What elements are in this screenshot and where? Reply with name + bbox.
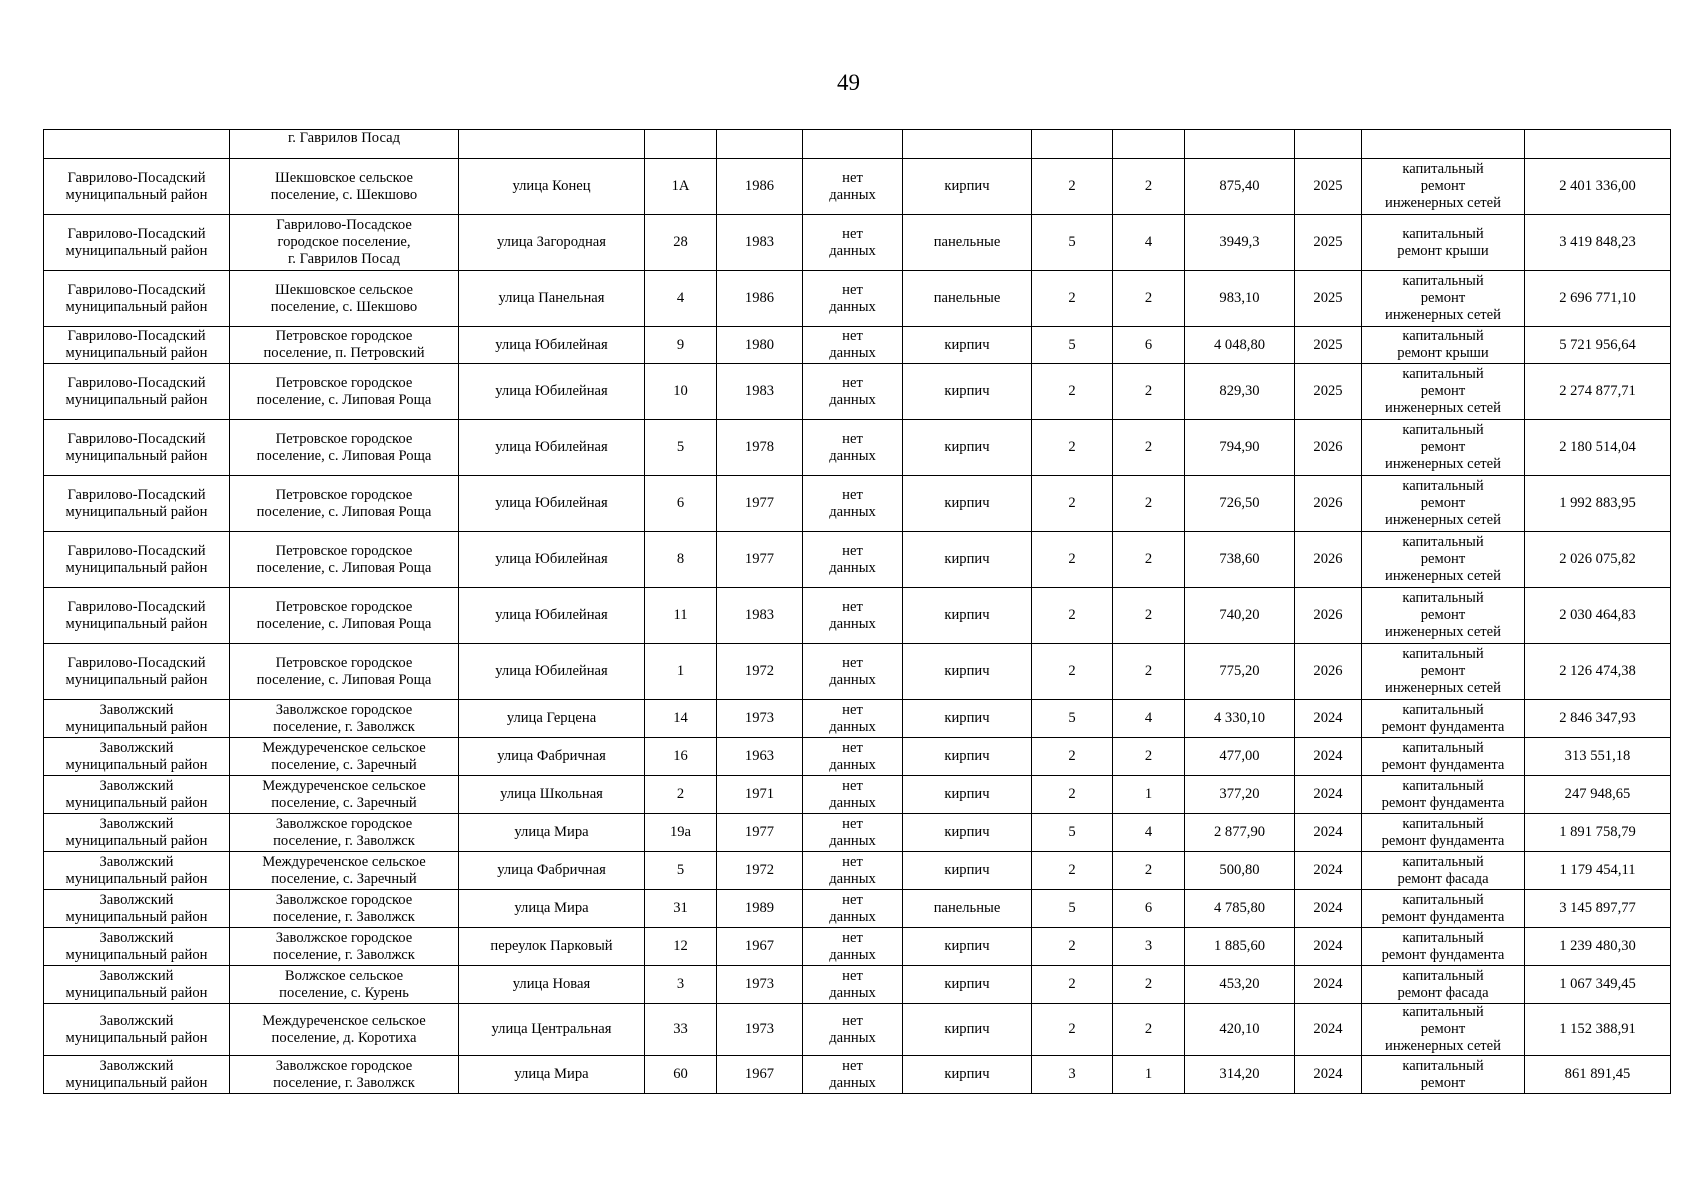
cell-house-number: 2 — [645, 776, 717, 814]
cell-wall-material: кирпич — [903, 814, 1032, 852]
cell-settlement: Заволжское городское поселение, г. Заволжск — [230, 1056, 459, 1094]
cell-repair-year: 2025 — [1295, 271, 1362, 327]
cell-street: улица Центральная — [459, 1004, 645, 1056]
cell-year-built: 1971 — [717, 776, 803, 814]
cell-repair-type: капитальный ремонт инженерных сетей — [1362, 588, 1525, 644]
cell-area: 500,80 — [1185, 852, 1295, 890]
cell-settlement: Заволжское городское поселение, г. Заволжск — [230, 814, 459, 852]
cell-floors: 2 — [1032, 532, 1113, 588]
cell-floors: 5 — [1032, 327, 1113, 364]
table-row — [44, 364, 1671, 420]
cell-district: Заволжский муниципальный район — [44, 776, 230, 814]
cell-repair-type: капитальный ремонт крыши — [1362, 215, 1525, 271]
cell-wall-material: кирпич — [903, 776, 1032, 814]
cell-repair-year: 2026 — [1295, 420, 1362, 476]
cell-wall-material-note: нет данных — [803, 814, 903, 852]
cell-floors: 2 — [1032, 852, 1113, 890]
cell-district: Гаврилово-Посадский муниципальный район — [44, 588, 230, 644]
cell-area: 775,20 — [1185, 644, 1295, 700]
cell-repair-year: 2024 — [1295, 814, 1362, 852]
cell-wall-material: кирпич — [903, 476, 1032, 532]
cell-floors: 3 — [1032, 1056, 1113, 1094]
cell-floors: 2 — [1032, 928, 1113, 966]
cell-settlement: Междуреченское сельское поселение, с. Заречный — [230, 852, 459, 890]
cell-cost: 2 401 336,00 — [1525, 159, 1671, 215]
cell-wall-material: кирпич — [903, 852, 1032, 890]
cell-house-number: 4 — [645, 271, 717, 327]
cell-area: 2 877,90 — [1185, 814, 1295, 852]
cell-house-number: 11 — [645, 588, 717, 644]
cell-repair-type — [1362, 130, 1525, 159]
cell-floors: 2 — [1032, 159, 1113, 215]
cell-repair-type: капитальный ремонт инженерных сетей — [1362, 532, 1525, 588]
cell-street: улица Мира — [459, 814, 645, 852]
cell-settlement: Петровское городское поселение, с. Липовая Роща — [230, 476, 459, 532]
table-row — [44, 588, 1671, 644]
cell-year-built: 1972 — [717, 644, 803, 700]
cell-entrances: 4 — [1113, 700, 1185, 738]
cell-floors: 5 — [1032, 700, 1113, 738]
cell-street: улица Юбилейная — [459, 420, 645, 476]
cell-settlement: Петровское городское поселение, с. Липовая Роща — [230, 532, 459, 588]
cell-district: Заволжский муниципальный район — [44, 852, 230, 890]
cell-area: 875,40 — [1185, 159, 1295, 215]
cell-settlement: Заволжское городское поселение, г. Заволжск — [230, 890, 459, 928]
cell-year-built: 1986 — [717, 271, 803, 327]
cell-entrances: 6 — [1113, 327, 1185, 364]
cell-cost: 2 126 474,38 — [1525, 644, 1671, 700]
cell-wall-material-note: нет данных — [803, 327, 903, 364]
cell-entrances: 2 — [1113, 644, 1185, 700]
cell-wall-material-note: нет данных — [803, 532, 903, 588]
cell-floors: 5 — [1032, 890, 1113, 928]
cell-cost: 1 179 454,11 — [1525, 852, 1671, 890]
cell-year-built: 1980 — [717, 327, 803, 364]
housing-repair-table — [43, 129, 1671, 1094]
cell-house-number: 9 — [645, 327, 717, 364]
cell-entrances: 3 — [1113, 928, 1185, 966]
cell-floors: 2 — [1032, 1004, 1113, 1056]
cell-repair-type: капитальный ремонт — [1362, 1056, 1525, 1094]
cell-cost: 1 891 758,79 — [1525, 814, 1671, 852]
cell-cost: 2 846 347,93 — [1525, 700, 1671, 738]
cell-entrances: 2 — [1113, 852, 1185, 890]
table-row — [44, 327, 1671, 364]
cell-wall-material: кирпич — [903, 159, 1032, 215]
cell-area: 453,20 — [1185, 966, 1295, 1004]
cell-year-built: 1977 — [717, 814, 803, 852]
table-row — [44, 420, 1671, 476]
cell-repair-type: капитальный ремонт фундамента — [1362, 738, 1525, 776]
cell-year-built: 1967 — [717, 928, 803, 966]
table-row — [44, 532, 1671, 588]
cell-street: улица Панельная — [459, 271, 645, 327]
cell-repair-year: 2026 — [1295, 588, 1362, 644]
cell-repair-type: капитальный ремонт крыши — [1362, 327, 1525, 364]
cell-street: улица Мира — [459, 890, 645, 928]
cell-settlement: Петровское городское поселение, п. Петровский — [230, 327, 459, 364]
cell-house-number: 5 — [645, 852, 717, 890]
cell-year-built: 1973 — [717, 966, 803, 1004]
cell-entrances: 2 — [1113, 738, 1185, 776]
cell-repair-type: капитальный ремонт фундамента — [1362, 814, 1525, 852]
cell-wall-material: панельные — [903, 271, 1032, 327]
cell-wall-material-note: нет данных — [803, 966, 903, 1004]
cell-wall-material: кирпич — [903, 700, 1032, 738]
cell-street: улица Герцена — [459, 700, 645, 738]
cell-wall-material-note: нет данных — [803, 776, 903, 814]
cell-wall-material-note: нет данных — [803, 928, 903, 966]
cell-wall-material-note — [803, 130, 903, 159]
cell-wall-material-note: нет данных — [803, 1004, 903, 1056]
cell-wall-material: кирпич — [903, 532, 1032, 588]
cell-street: улица Мира — [459, 1056, 645, 1094]
cell-entrances — [1113, 130, 1185, 159]
cell-district: Заволжский муниципальный район — [44, 928, 230, 966]
cell-entrances: 4 — [1113, 215, 1185, 271]
cell-house-number: 28 — [645, 215, 717, 271]
cell-wall-material: панельные — [903, 890, 1032, 928]
cell-settlement: Петровское городское поселение, с. Липовая Роща — [230, 644, 459, 700]
cell-repair-year: 2025 — [1295, 159, 1362, 215]
table-row — [44, 738, 1671, 776]
cell-district: Заволжский муниципальный район — [44, 738, 230, 776]
cell-settlement: Шекшовское сельское поселение, с. Шекшово — [230, 159, 459, 215]
table-row — [44, 890, 1671, 928]
cell-street: улица Фабричная — [459, 852, 645, 890]
cell-wall-material-note: нет данных — [803, 215, 903, 271]
cell-cost: 1 992 883,95 — [1525, 476, 1671, 532]
cell-district: Заволжский муниципальный район — [44, 966, 230, 1004]
cell-area: 420,10 — [1185, 1004, 1295, 1056]
cell-cost: 1 067 349,45 — [1525, 966, 1671, 1004]
cell-wall-material: панельные — [903, 215, 1032, 271]
cell-floors: 5 — [1032, 215, 1113, 271]
cell-year-built: 1983 — [717, 215, 803, 271]
cell-wall-material-note: нет данных — [803, 700, 903, 738]
cell-year-built: 1977 — [717, 476, 803, 532]
cell-year-built: 1986 — [717, 159, 803, 215]
cell-house-number: 10 — [645, 364, 717, 420]
cell-entrances: 2 — [1113, 159, 1185, 215]
cell-wall-material: кирпич — [903, 1004, 1032, 1056]
cell-cost: 1 239 480,30 — [1525, 928, 1671, 966]
cell-area: 477,00 — [1185, 738, 1295, 776]
table-row — [44, 271, 1671, 327]
table-row — [44, 966, 1671, 1004]
cell-district: Заволжский муниципальный район — [44, 890, 230, 928]
cell-repair-type: капитальный ремонт инженерных сетей — [1362, 364, 1525, 420]
cell-repair-year: 2024 — [1295, 928, 1362, 966]
cell-settlement: Междуреченское сельское поселение, с. Заречный — [230, 738, 459, 776]
cell-settlement: Шекшовское сельское поселение, с. Шекшово — [230, 271, 459, 327]
cell-district: Гаврилово-Посадский муниципальный район — [44, 532, 230, 588]
cell-repair-year: 2025 — [1295, 215, 1362, 271]
cell-area — [1185, 130, 1295, 159]
cell-house-number: 12 — [645, 928, 717, 966]
cell-year-built: 1983 — [717, 588, 803, 644]
cell-floors: 2 — [1032, 644, 1113, 700]
cell-district: Заволжский муниципальный район — [44, 700, 230, 738]
cell-wall-material-note: нет данных — [803, 852, 903, 890]
cell-house-number: 5 — [645, 420, 717, 476]
cell-year-built: 1977 — [717, 532, 803, 588]
table-row — [44, 1056, 1671, 1094]
cell-street: улица Юбилейная — [459, 644, 645, 700]
cell-entrances: 2 — [1113, 1004, 1185, 1056]
table-row — [44, 814, 1671, 852]
cell-wall-material-note: нет данных — [803, 159, 903, 215]
cell-repair-type: капитальный ремонт фундамента — [1362, 890, 1525, 928]
cell-repair-type: капитальный ремонт фасада — [1362, 852, 1525, 890]
cell-wall-material: кирпич — [903, 364, 1032, 420]
cell-street: улица Новая — [459, 966, 645, 1004]
cell-year-built: 1973 — [717, 700, 803, 738]
table-row — [44, 476, 1671, 532]
cell-area: 3949,3 — [1185, 215, 1295, 271]
cell-entrances: 2 — [1113, 532, 1185, 588]
cell-district: Гаврилово-Посадский муниципальный район — [44, 271, 230, 327]
cell-repair-year: 2024 — [1295, 890, 1362, 928]
cell-repair-year: 2024 — [1295, 1056, 1362, 1094]
cell-cost: 5 721 956,64 — [1525, 327, 1671, 364]
cell-wall-material-note: нет данных — [803, 588, 903, 644]
table-row — [44, 215, 1671, 271]
cell-floors: 2 — [1032, 420, 1113, 476]
cell-repair-type: капитальный ремонт инженерных сетей — [1362, 420, 1525, 476]
cell-floors: 2 — [1032, 966, 1113, 1004]
cell-repair-year: 2025 — [1295, 364, 1362, 420]
cell-street: улица Юбилейная — [459, 364, 645, 420]
cell-floors: 2 — [1032, 271, 1113, 327]
cell-wall-material-note: нет данных — [803, 738, 903, 776]
cell-district: Гаврилово-Посадский муниципальный район — [44, 420, 230, 476]
cell-house-number: 31 — [645, 890, 717, 928]
cell-district: Заволжский муниципальный район — [44, 1056, 230, 1094]
cell-wall-material-note: нет данных — [803, 271, 903, 327]
cell-street: улица Загородная — [459, 215, 645, 271]
cell-repair-type: капитальный ремонт инженерных сетей — [1362, 1004, 1525, 1056]
cell-cost — [1525, 130, 1671, 159]
cell-wall-material: кирпич — [903, 644, 1032, 700]
cell-district: Гаврилово-Посадский муниципальный район — [44, 644, 230, 700]
cell-area: 1 885,60 — [1185, 928, 1295, 966]
cell-cost: 861 891,45 — [1525, 1056, 1671, 1094]
cell-district: Гаврилово-Посадский муниципальный район — [44, 215, 230, 271]
cell-entrances: 1 — [1113, 776, 1185, 814]
cell-repair-year: 2026 — [1295, 476, 1362, 532]
cell-street: улица Фабричная — [459, 738, 645, 776]
table-row — [44, 928, 1671, 966]
cell-floors: 2 — [1032, 776, 1113, 814]
cell-entrances: 2 — [1113, 476, 1185, 532]
cell-cost: 1 152 388,91 — [1525, 1004, 1671, 1056]
cell-repair-year: 2024 — [1295, 1004, 1362, 1056]
cell-entrances: 2 — [1113, 588, 1185, 644]
cell-house-number: 19а — [645, 814, 717, 852]
cell-district: Заволжский муниципальный район — [44, 814, 230, 852]
cell-street: улица Юбилейная — [459, 476, 645, 532]
cell-house-number: 1А — [645, 159, 717, 215]
cell-entrances: 2 — [1113, 420, 1185, 476]
cell-repair-year: 2025 — [1295, 327, 1362, 364]
cell-wall-material — [903, 130, 1032, 159]
cell-settlement: Гаврилово-Посадское городское поселение, г. Гаврилов Посад — [230, 215, 459, 271]
cell-street: улица Школьная — [459, 776, 645, 814]
cell-house-number: 8 — [645, 532, 717, 588]
cell-house-number: 14 — [645, 700, 717, 738]
cell-settlement: Заволжское городское поселение, г. Заволжск — [230, 928, 459, 966]
cell-repair-year: 2024 — [1295, 776, 1362, 814]
cell-floors — [1032, 130, 1113, 159]
cell-entrances: 4 — [1113, 814, 1185, 852]
cell-wall-material-note: нет данных — [803, 644, 903, 700]
cell-year-built: 1983 — [717, 364, 803, 420]
cell-wall-material: кирпич — [903, 966, 1032, 1004]
cell-settlement: Междуреченское сельское поселение, с. Заречный — [230, 776, 459, 814]
cell-settlement: Петровское городское поселение, с. Липовая Роща — [230, 364, 459, 420]
cell-wall-material-note: нет данных — [803, 1056, 903, 1094]
table-row — [44, 1004, 1671, 1056]
table-row — [44, 852, 1671, 890]
cell-floors: 2 — [1032, 738, 1113, 776]
cell-area: 829,30 — [1185, 364, 1295, 420]
cell-wall-material: кирпич — [903, 588, 1032, 644]
cell-area: 4 785,80 — [1185, 890, 1295, 928]
cell-house-number: 60 — [645, 1056, 717, 1094]
cell-street: улица Юбилейная — [459, 327, 645, 364]
cell-floors: 2 — [1032, 588, 1113, 644]
cell-wall-material: кирпич — [903, 738, 1032, 776]
cell-cost: 313 551,18 — [1525, 738, 1671, 776]
cell-settlement: Волжское сельское поселение, с. Курень — [230, 966, 459, 1004]
cell-house-number — [645, 130, 717, 159]
cell-house-number: 33 — [645, 1004, 717, 1056]
cell-repair-type: капитальный ремонт инженерных сетей — [1362, 271, 1525, 327]
table-row — [44, 644, 1671, 700]
cell-repair-type: капитальный ремонт инженерных сетей — [1362, 159, 1525, 215]
cell-repair-year: 2026 — [1295, 532, 1362, 588]
cell-street: улица Юбилейная — [459, 532, 645, 588]
cell-wall-material: кирпич — [903, 1056, 1032, 1094]
cell-district: Гаврилово-Посадский муниципальный район — [44, 159, 230, 215]
cell-year-built — [717, 130, 803, 159]
table-row — [44, 700, 1671, 738]
cell-cost: 2 274 877,71 — [1525, 364, 1671, 420]
cell-repair-type: капитальный ремонт инженерных сетей — [1362, 476, 1525, 532]
cell-street: улица Юбилейная — [459, 588, 645, 644]
cell-district: Заволжский муниципальный район — [44, 1004, 230, 1056]
cell-wall-material-note: нет данных — [803, 364, 903, 420]
cell-entrances: 2 — [1113, 271, 1185, 327]
table-row — [44, 776, 1671, 814]
cell-settlement: Петровское городское поселение, с. Липовая Роща — [230, 588, 459, 644]
cell-entrances: 1 — [1113, 1056, 1185, 1094]
cell-cost: 3 145 897,77 — [1525, 890, 1671, 928]
cell-year-built: 1989 — [717, 890, 803, 928]
cell-settlement: Петровское городское поселение, с. Липовая Роща — [230, 420, 459, 476]
cell-entrances: 2 — [1113, 364, 1185, 420]
cell-house-number: 1 — [645, 644, 717, 700]
cell-district: Гаврилово-Посадский муниципальный район — [44, 364, 230, 420]
cell-repair-year: 2026 — [1295, 644, 1362, 700]
cell-house-number: 6 — [645, 476, 717, 532]
cell-year-built: 1972 — [717, 852, 803, 890]
cell-repair-year — [1295, 130, 1362, 159]
cell-wall-material: кирпич — [903, 420, 1032, 476]
cell-street: переулок Парковый — [459, 928, 645, 966]
cell-wall-material: кирпич — [903, 327, 1032, 364]
cell-wall-material-note: нет данных — [803, 476, 903, 532]
cell-district: Гаврилово-Посадский муниципальный район — [44, 476, 230, 532]
cell-cost: 247 948,65 — [1525, 776, 1671, 814]
cell-floors: 2 — [1032, 476, 1113, 532]
cell-repair-type: капитальный ремонт фасада — [1362, 966, 1525, 1004]
cell-area: 794,90 — [1185, 420, 1295, 476]
cell-cost: 3 419 848,23 — [1525, 215, 1671, 271]
cell-settlement: Междуреченское сельское поселение, д. Коротиха — [230, 1004, 459, 1056]
cell-repair-year: 2024 — [1295, 700, 1362, 738]
cell-repair-year: 2024 — [1295, 738, 1362, 776]
cell-street: улица Конец — [459, 159, 645, 215]
cell-cost: 2 180 514,04 — [1525, 420, 1671, 476]
cell-year-built: 1973 — [717, 1004, 803, 1056]
cell-area: 726,50 — [1185, 476, 1295, 532]
cell-repair-type: капитальный ремонт фундамента — [1362, 928, 1525, 966]
cell-cost: 2 030 464,83 — [1525, 588, 1671, 644]
table-row — [44, 130, 1671, 159]
cell-area: 4 330,10 — [1185, 700, 1295, 738]
cell-settlement: г. Гаврилов Посад — [230, 130, 459, 159]
cell-house-number: 16 — [645, 738, 717, 776]
cell-street — [459, 130, 645, 159]
cell-entrances: 6 — [1113, 890, 1185, 928]
cell-settlement: Заволжское городское поселение, г. Заволжск — [230, 700, 459, 738]
cell-district — [44, 130, 230, 159]
page-number: 49 — [837, 70, 860, 95]
cell-area: 377,20 — [1185, 776, 1295, 814]
cell-wall-material-note: нет данных — [803, 420, 903, 476]
cell-area: 738,60 — [1185, 532, 1295, 588]
cell-year-built: 1963 — [717, 738, 803, 776]
cell-entrances: 2 — [1113, 966, 1185, 1004]
cell-cost: 2 026 075,82 — [1525, 532, 1671, 588]
cell-wall-material-note: нет данных — [803, 890, 903, 928]
cell-area: 983,10 — [1185, 271, 1295, 327]
cell-house-number: 3 — [645, 966, 717, 1004]
cell-repair-type: капитальный ремонт инженерных сетей — [1362, 644, 1525, 700]
cell-repair-year: 2024 — [1295, 966, 1362, 1004]
cell-year-built: 1967 — [717, 1056, 803, 1094]
cell-district: Гаврилово-Посадский муниципальный район — [44, 327, 230, 364]
table-row — [44, 159, 1671, 215]
cell-repair-year: 2024 — [1295, 852, 1362, 890]
cell-area: 314,20 — [1185, 1056, 1295, 1094]
cell-cost: 2 696 771,10 — [1525, 271, 1671, 327]
cell-area: 740,20 — [1185, 588, 1295, 644]
cell-wall-material: кирпич — [903, 928, 1032, 966]
cell-area: 4 048,80 — [1185, 327, 1295, 364]
cell-floors: 5 — [1032, 814, 1113, 852]
cell-year-built: 1978 — [717, 420, 803, 476]
cell-repair-type: капитальный ремонт фундамента — [1362, 776, 1525, 814]
cell-floors: 2 — [1032, 364, 1113, 420]
cell-repair-type: капитальный ремонт фундамента — [1362, 700, 1525, 738]
